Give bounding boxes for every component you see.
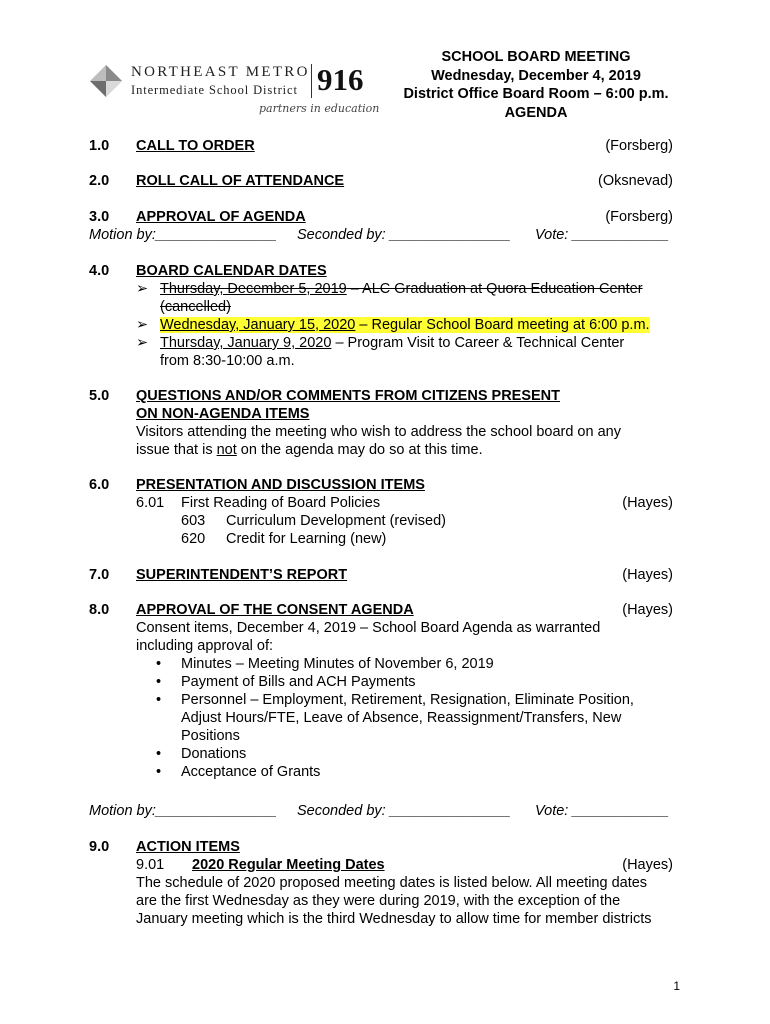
list-item: • Payment of Bills and ACH Payments (136, 673, 661, 691)
calendar-desc: – Regular School Board meeting at 6:00 p.m. (355, 317, 650, 333)
questions-body (136, 423, 621, 459)
vote: Vote: ____________ (535, 227, 670, 243)
header-title: SCHOOL BOARD MEETING (441, 49, 631, 65)
calendar-date: Thursday, December 5, 2019 (160, 281, 347, 297)
logo-subname: Intermediate School District (131, 83, 298, 97)
consent-body (136, 619, 600, 655)
arrow-bullet-icon: ➢ (136, 281, 149, 297)
header-date: Wednesday, December 4, 2019 (431, 67, 641, 84)
presenter: (Forsberg) (605, 138, 673, 154)
action-body-line1: The schedule of 2020 proposed meeting dates is listed below. All meeting dates (136, 875, 648, 891)
sub-item-title: 2020 Regular Meeting Dates (192, 857, 385, 873)
list-item (136, 316, 676, 334)
presenter: (Hayes) (622, 495, 673, 511)
list-item: • Donations (136, 745, 661, 763)
logo-divider (311, 64, 312, 98)
page-number: 1 (673, 979, 680, 993)
presenter: (Hayes) (622, 857, 673, 873)
questions-emphasis: not (216, 442, 237, 458)
policy-code: 603 (181, 513, 206, 529)
item-title-board-calendar: BOARD CALENDAR DATES (136, 263, 327, 279)
arrow-bullet-icon: ➢ (136, 335, 149, 351)
item-title-presentation: PRESENTATION AND DISCUSSION ITEMS (136, 477, 425, 493)
header-agenda: AGENDA (504, 104, 568, 121)
consent-body-line1: Consent items, December 4, 2019 – School Board Agenda as warranted (136, 620, 601, 636)
consent-body-line2: including approval of: (136, 638, 274, 654)
action-body-line2: are the first Wednesday as they were during 2019, with the exception of the (136, 893, 621, 909)
motion-by: Motion by:_______________ (89, 227, 277, 243)
item-number: 4.0 (89, 263, 110, 279)
logo-number: 916 (317, 62, 364, 97)
item-title-questions: QUESTIONS AND/OR COMMENTS FROM CITIZENS PRESENT (136, 388, 561, 404)
item-title-roll-call: ROLL CALL OF ATTENDANCE (136, 173, 345, 189)
questions-text: on the agenda may do so at this time. (236, 442, 483, 458)
motion-by: Motion by:_______________ (89, 803, 277, 819)
presenter: (Oksnevad) (598, 173, 673, 189)
item-title-action: ACTION ITEMS (136, 839, 240, 855)
vote: Vote: ____________ (535, 803, 670, 819)
calendar-desc-cont: (cancelled) (160, 299, 231, 315)
list-item: • Personnel – Employment, Retirement, Resignation, Eliminate Position, Adjust Hours/FTE, Leave of Absence, Reassignment/Transfers, New Positions (136, 691, 661, 745)
policy-code: 620 (181, 531, 206, 547)
item-number: 6.0 (89, 477, 110, 493)
calendar-date: Wednesday, January 15, 2020 (160, 317, 356, 333)
header-location: District Office Board Room – 6:00 p.m. (403, 86, 669, 102)
presenter: (Hayes) (622, 567, 673, 583)
consent-list (136, 655, 661, 781)
calendar-date: Thursday, January 9, 2020 (160, 335, 332, 351)
calendar-desc: – Program Visit to Career & Technical Center (331, 335, 625, 351)
diamond-logo-icon (89, 64, 123, 98)
action-body-line3: January meeting which is the third Wednesday to allow time for member districts (136, 911, 652, 927)
item-title-questions-cont: ON NON-AGENDA ITEMS (136, 406, 310, 422)
calendar-desc-cont: from 8:30-10:00 a.m. (160, 353, 295, 369)
item-number: 7.0 (89, 567, 110, 583)
logo-tagline: partners in education (259, 102, 380, 115)
item-title-superintendent: SUPERINTENDENT’S REPORT (136, 567, 348, 583)
item-title-approval-agenda: APPROVAL OF AGENDA (136, 209, 306, 225)
logo-name: NORTHEAST METRO (131, 64, 310, 80)
list-item: • Acceptance of Grants (136, 763, 661, 781)
item-number: 1.0 (89, 138, 110, 154)
presenter: (Forsberg) (605, 209, 673, 225)
list-item: • Minutes – Meeting Minutes of November 6, 2019 (136, 655, 661, 673)
action-body (136, 874, 652, 928)
item-title-call-to-order: CALL TO ORDER (136, 138, 255, 154)
seconded-by: Seconded by: _______________ (297, 227, 511, 243)
item-number: 5.0 (89, 388, 110, 404)
calendar-list (136, 280, 676, 370)
seconded-by: Seconded by: _______________ (297, 803, 511, 819)
meeting-header (395, 48, 677, 122)
item-number: 2.0 (89, 173, 110, 189)
arrow-bullet-icon: ➢ (136, 317, 149, 333)
item-number: 3.0 (89, 209, 110, 225)
list-item (136, 334, 676, 370)
list-item (136, 280, 676, 316)
sub-item-number: 9.01 (136, 857, 165, 873)
calendar-desc: – ALC Graduation at Quora Education Center (346, 281, 643, 297)
district-logo (89, 58, 379, 118)
policy-name: Curriculum Development (revised) (226, 513, 446, 529)
questions-body-line2 (136, 441, 621, 459)
presenter: (Hayes) (622, 602, 673, 618)
policy-name: Credit for Learning (new) (226, 531, 387, 547)
item-number: 8.0 (89, 602, 110, 618)
questions-text: issue that is (136, 442, 217, 458)
item-title-consent: APPROVAL OF THE CONSENT AGENDA (136, 602, 414, 618)
item-number: 9.0 (89, 839, 110, 855)
questions-body-line1: Visitors attending the meeting who wish to address the school board on any (136, 424, 621, 440)
sub-item-number: 6.01 (136, 495, 165, 511)
sub-item-title: First Reading of Board Policies (181, 495, 381, 511)
